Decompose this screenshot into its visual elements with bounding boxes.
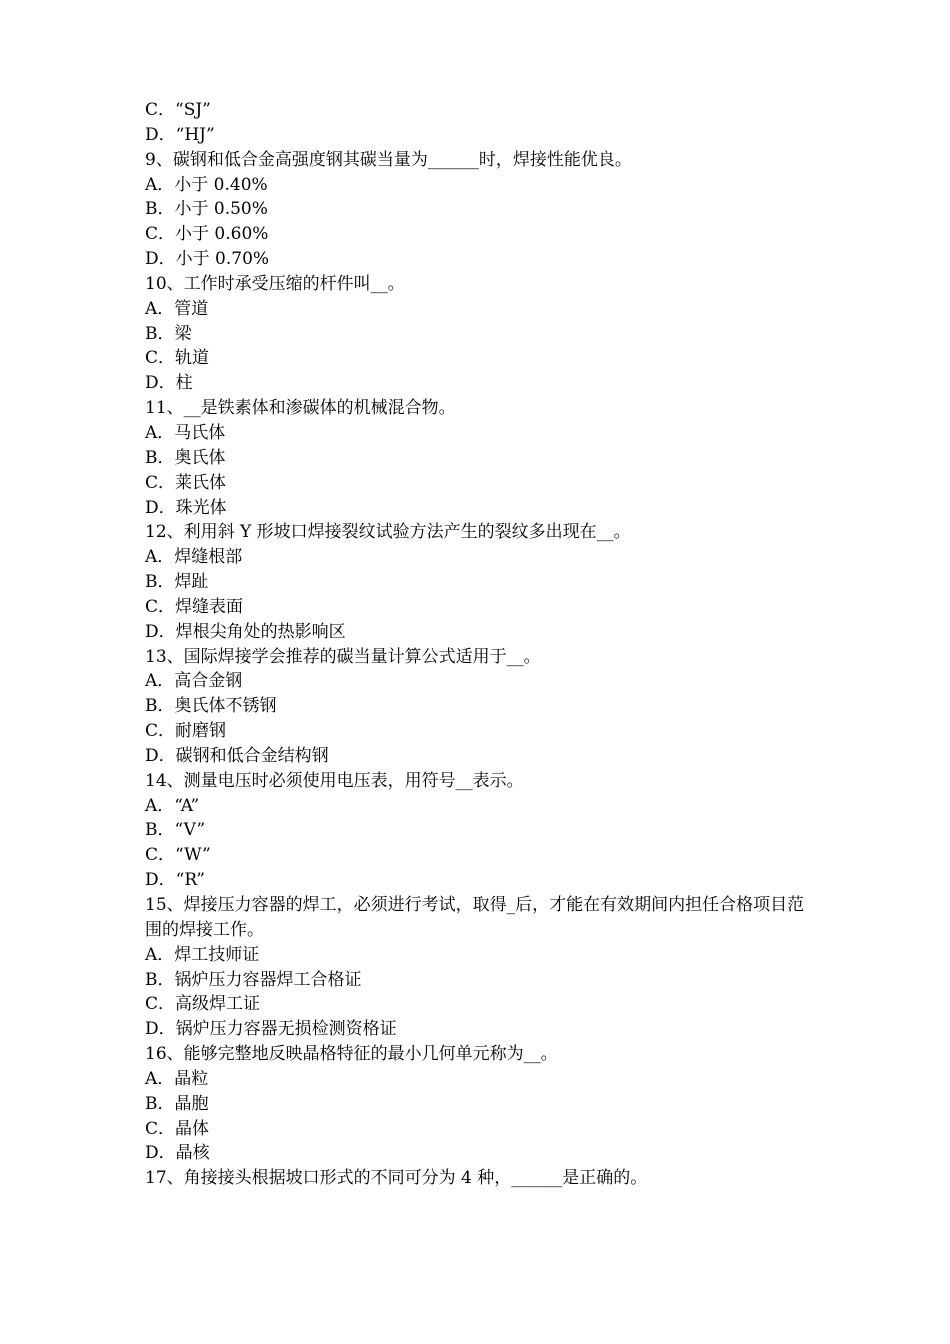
- question-11: 11、__是铁素体和渗碳体的机械混合物。: [145, 398, 456, 419]
- option-b-q13: B．奥氏体不锈钢: [145, 696, 277, 717]
- option-a-q9: A．小于 0.40%: [145, 174, 268, 195]
- option-c-q14: C．“W”: [145, 845, 211, 866]
- option-b-q15: B．锅炉压力容器焊工合格证: [145, 969, 362, 990]
- question-15: 15、焊接压力容器的焊工，必须进行考试，取得_后，才能在有效期间内担任合格项目范围的焊接工作。: [145, 895, 805, 940]
- option-a-q10: A．管道: [145, 298, 209, 319]
- option-c-q13: C．耐磨钢: [145, 721, 227, 742]
- option-b-q12: B．焊趾: [145, 572, 209, 593]
- option-d-q10: D．柱: [145, 373, 193, 394]
- option-d-q15: D．锅炉压力容器无损检测资格证: [145, 1019, 397, 1040]
- option-b-q16: B．晶胞: [145, 1093, 209, 1114]
- option-d-q13: D．碳钢和低合金结构钢: [145, 745, 329, 766]
- option-c-q10: C．轨道: [145, 348, 210, 369]
- option-c-q16: C．晶体: [145, 1118, 210, 1139]
- question-13: 13、国际焊接学会推荐的碳当量计算公式适用于__。: [145, 646, 541, 667]
- option-a-q11: A．马氏体: [145, 422, 226, 443]
- option-b-q11: B．奥氏体: [145, 447, 226, 468]
- option-d-q9: D．小于 0.70%: [145, 249, 270, 270]
- option-a-q14: A．“A”: [145, 795, 200, 816]
- option-c-q8: C．“SJ”: [145, 100, 211, 120]
- option-c-q9: C．小于 0.60%: [145, 224, 269, 245]
- option-a-q12: A．焊缝根部: [145, 547, 243, 568]
- option-b-q9: B．小于 0.50%: [145, 199, 268, 220]
- option-a-q13: A．高合金钢: [145, 671, 243, 692]
- question-9: 9、碳钢和低合金高强度钢其碳当量为______时，焊接性能优良。: [145, 149, 632, 170]
- question-16: 16、能够完整地反映晶格特征的最小几何单元称为__。: [145, 1044, 558, 1065]
- option-a-q15: A．焊工技师证: [145, 944, 260, 965]
- option-b-q14: B．“V”: [145, 820, 206, 841]
- option-d-q14: D．“R”: [145, 870, 205, 891]
- option-d-q16: D．晶核: [145, 1143, 210, 1164]
- option-d-q12: D．焊根尖角处的热影响区: [145, 621, 346, 642]
- option-d-q11: D．珠光体: [145, 497, 227, 518]
- option-c-q15: C．高级焊工证: [145, 994, 261, 1015]
- document-page: [145, 98, 815, 1191]
- question-10: 10、工作时承受压缩的杆件叫__。: [145, 273, 405, 294]
- question-12: 12、利用斜 Y 形坡口焊接裂纹试验方法产生的裂纹多出现在__。: [145, 522, 631, 543]
- option-c-q12: C．焊缝表面: [145, 596, 244, 617]
- option-a-q16: A．晶粒: [145, 1068, 209, 1089]
- option-b-q10: B．梁: [145, 323, 192, 344]
- question-14: 14、测量电压时必须使用电压表，用符号__表示。: [145, 770, 524, 791]
- question-17: 17、角接接头根据坡口形式的不同可分为 4 种，______是正确的。: [145, 1168, 648, 1189]
- option-c-q11: C．莱氏体: [145, 472, 227, 493]
- option-d-q8: D．“HJ”: [145, 124, 215, 145]
